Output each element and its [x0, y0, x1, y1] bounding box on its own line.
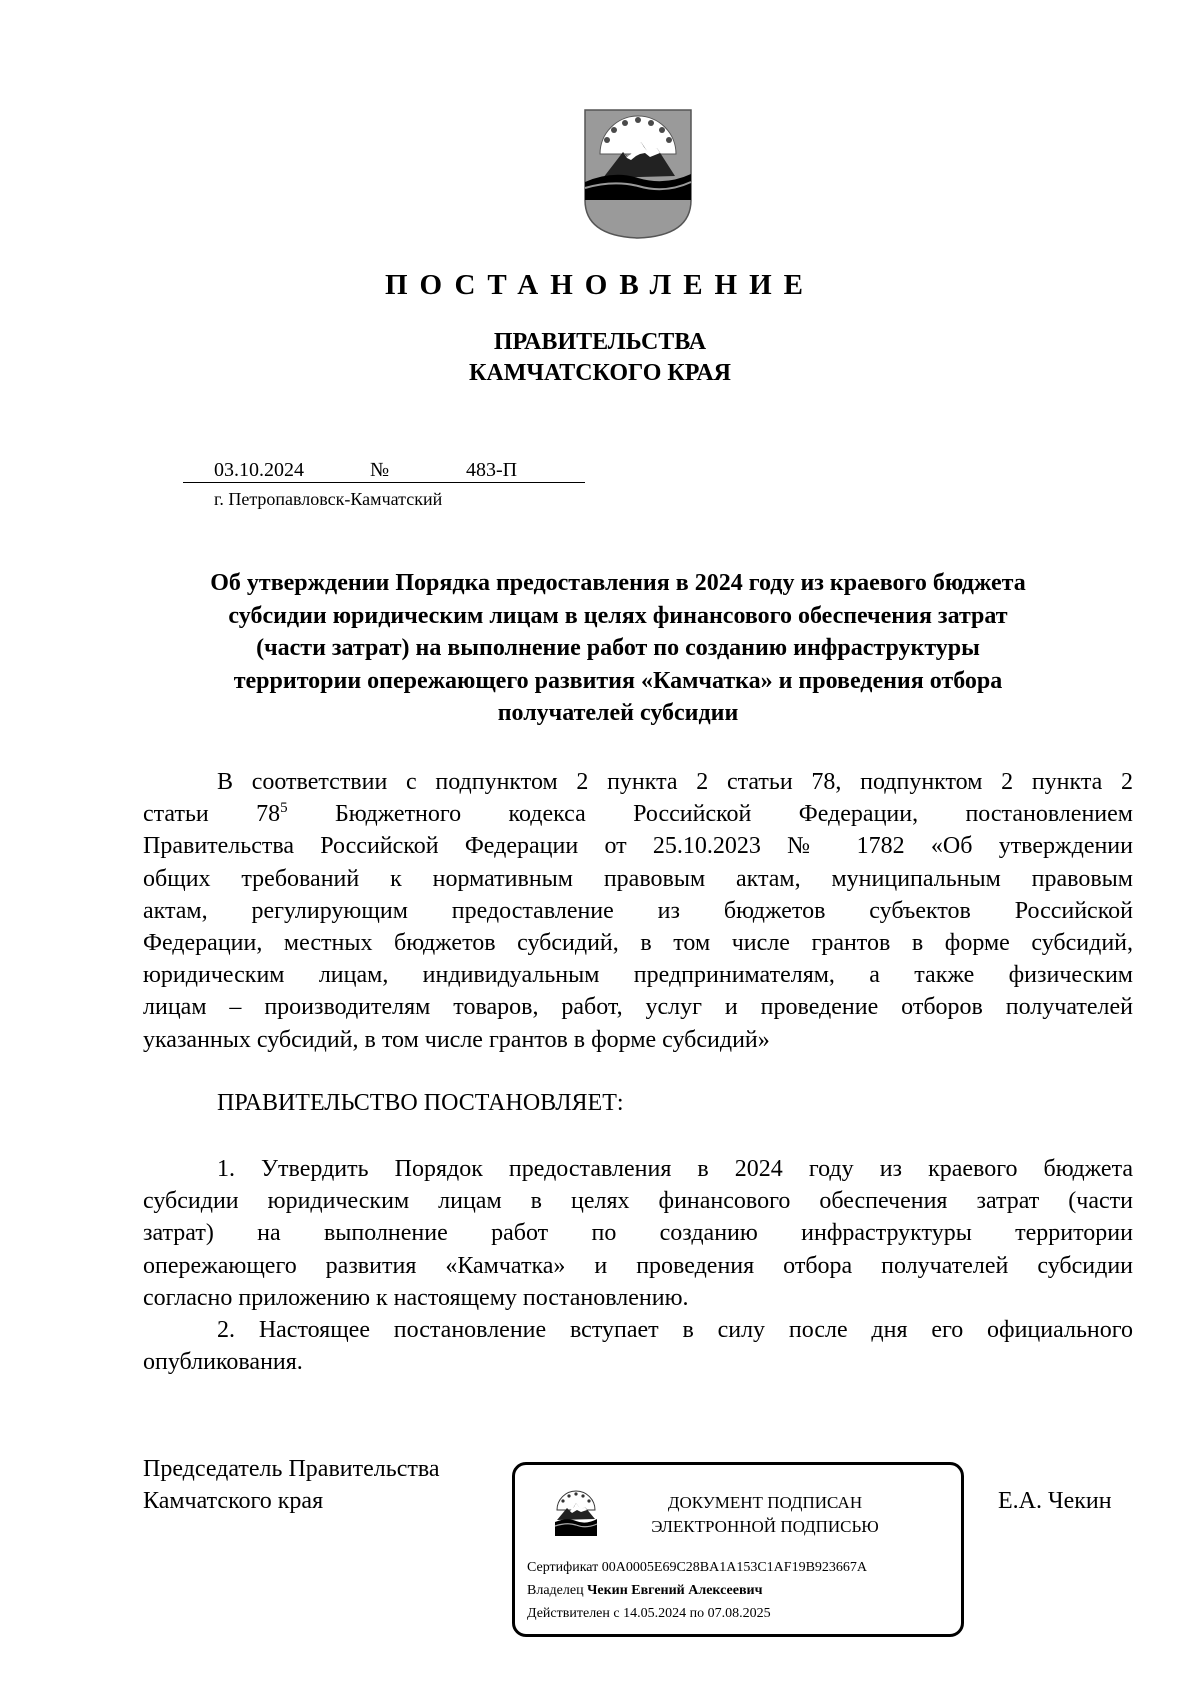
item-line: 2. Настоящее постановление вступает в силу после дня его официального — [217, 1317, 1133, 1343]
signatory-name: Е.А. Чекин — [998, 1488, 1112, 1514]
kamchatka-coat-of-arms-icon — [583, 108, 693, 240]
document-date: 03.10.2024 — [214, 459, 304, 481]
owner-row — [527, 1582, 762, 1600]
certificate-value: 00A0005E69C28BA1A153C1AF19B923667A — [601, 1560, 868, 1575]
preamble-line: общих требований к нормативным правовым актам, муниципальным правовым — [143, 865, 1133, 892]
preamble-paragraph — [143, 766, 1133, 1056]
validity-row — [527, 1605, 771, 1623]
document-number: 483-П — [466, 459, 518, 481]
preamble-line: юридическим лицам, индивидуальным предпринимателям, а также физическим — [143, 962, 1133, 989]
document-title — [130, 567, 1106, 730]
item-line: опубликования. — [143, 1349, 303, 1376]
preamble-line: Федерации, местных бюджетов субсидий, в том числе грантов в форме субсидий, — [143, 929, 1133, 956]
issuer-line: ПРАВИТЕЛЬСТВА — [493, 329, 707, 355]
title-line: (части затрат) на выполнение работ по созданию инфраструктуры — [256, 635, 980, 661]
kamchatka-emblem-icon — [553, 1490, 599, 1538]
validity-label: Действителен — [527, 1606, 610, 1621]
registration-underline — [183, 482, 585, 483]
issue-city: г. Петропавловск-Камчатский — [214, 489, 443, 509]
valid-to-date: 07.08.2025 — [707, 1606, 771, 1621]
item-1-paragraph — [143, 1153, 1133, 1314]
valid-from-label: с — [613, 1606, 620, 1621]
stamp-heading-line: ЭЛЕКТРОННОЙ ПОДПИСЬЮ — [651, 1517, 879, 1536]
title-line: Об утверждении Порядка предоставления в 2024 году из краевого бюджета — [210, 570, 1026, 596]
stamp-heading — [615, 1491, 915, 1539]
preamble-line: лицам – производителям товаров, работ, услуг и проведение отборов получателей — [143, 994, 1133, 1021]
preamble-text: Бюджетного кодекса Российской Федерации, постановлением — [287, 801, 1133, 828]
item-line: опережающего развития «Камчатка» и проведения отбора получателей субсидии — [143, 1252, 1133, 1279]
document-type: ПОСТАНОВЛЕНИЕ — [384, 269, 815, 301]
position-line: Председатель Правительства — [143, 1456, 440, 1482]
superscript: 5 — [280, 800, 288, 817]
position-line: Камчатского края — [143, 1488, 324, 1514]
certificate-label: Сертификат — [527, 1560, 599, 1575]
item-line: субсидии юридическим лицам в целях финансового обеспечения затрат (части — [143, 1188, 1133, 1215]
preamble-line: Правительства Российской Федерации от 25.10.2023 № 1782 «Об утверждении — [143, 833, 1133, 860]
electronic-signature-stamp — [512, 1462, 964, 1637]
decree-phrase: ПРАВИТЕЛЬСТВО ПОСТАНОВЛЯЕТ: — [217, 1090, 624, 1116]
item-line: 1. Утвердить Порядок предоставления в 2024 году из краевого бюджета — [217, 1156, 1133, 1182]
preamble-line: указанных субсидий, в том числе грантов в форме субсидий» — [143, 1026, 770, 1053]
preamble-text: статьи 78 — [143, 801, 281, 828]
title-line: территории опережающего развития «Камчатка» и проведения отбора — [233, 667, 1003, 694]
signatory-position — [143, 1453, 440, 1517]
valid-to-label: по — [689, 1606, 705, 1621]
item-line: согласно приложению к настоящему постановлению. — [143, 1284, 689, 1311]
certificate-row — [527, 1559, 867, 1577]
issuer-line: КАМЧАТСКОГО КРАЯ — [468, 360, 732, 386]
owner-label: Владелец — [527, 1583, 584, 1598]
title-line: субсидии юридическим лицам в целях финансового обеспечения затрат — [228, 602, 1008, 629]
owner-value: Чекин Евгений Алексеевич — [587, 1583, 763, 1598]
preamble-line: В соответствии с подпунктом 2 пункта 2 статьи 78, подпунктом 2 пункта 2 — [217, 769, 1133, 795]
item-2-paragraph — [143, 1314, 1133, 1378]
valid-from-date: 14.05.2024 — [623, 1606, 687, 1621]
title-line: получателей субсидии — [497, 700, 739, 726]
preamble-line: актам, регулирующим предоставление из бюджетов субъектов Российской — [143, 897, 1133, 924]
issuer — [0, 327, 1200, 389]
item-line: затрат) на выполнение работ по созданию инфраструктуры территории — [143, 1220, 1133, 1247]
number-sign: № — [370, 459, 390, 481]
stamp-heading-line: ДОКУМЕНТ ПОДПИСАН — [667, 1493, 863, 1512]
preamble-line — [143, 798, 1133, 830]
